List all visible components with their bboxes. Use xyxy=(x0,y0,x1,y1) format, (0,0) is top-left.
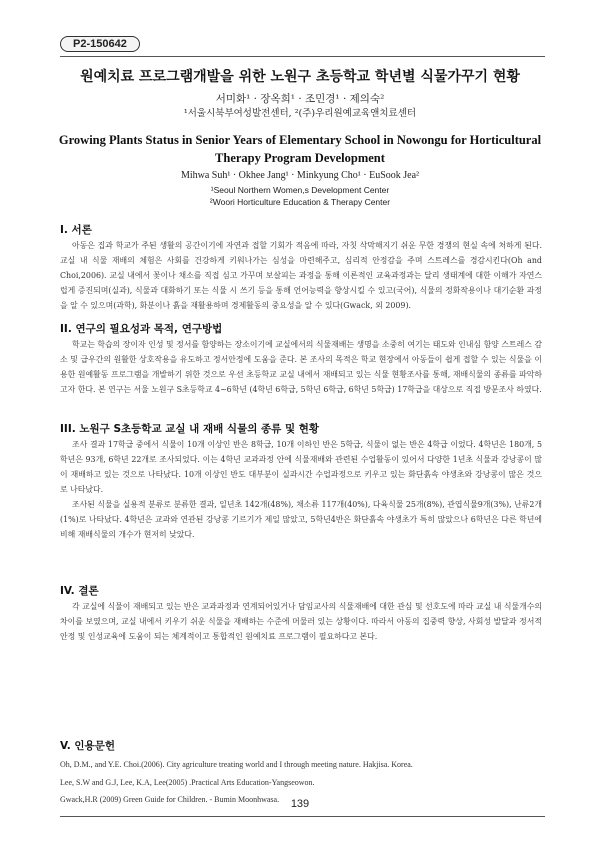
section-heading-introduction: I. 서론 xyxy=(60,224,92,236)
section-heading-results: III. 노원구 S초등학교 교실 내 재배 식물의 종류 및 현황 xyxy=(60,423,320,435)
section-body-purpose xyxy=(60,337,542,397)
top-rule xyxy=(60,56,545,57)
title-korean: 원예치료 프로그램개발을 위한 노원구 초등학교 학년별 식물가꾸기 현황 xyxy=(80,69,520,85)
affiliation-1: ¹Seoul Northern Women,s Development Center xyxy=(210,185,390,195)
paragraph: 각 교실에 식물이 재배되고 있는 반은 교과과정과 연계되어있거나 담임교사의 식물재배에 대한 관심 및 선호도에 따라 교실 내 식물개수의 차이를 보였으며, 교실 내에서 키우기 쉬운 식물을 재배하는 수준에 머물러 있는 상황이다. 따라서 아동의 집중력 향상, 사회성 발달과 정서적 안정 및 인성교육에 도움이 되는 체계적이고 통합적인 원예치료 프로그램이 필요하다고 본다. xyxy=(60,602,542,641)
poster-code-badge: P2-150642 xyxy=(60,36,140,52)
affiliations-english xyxy=(0,185,600,208)
paragraph: 조사 결과 17학급 중에서 식물이 10개 이상인 반은 8학급, 10개 이하인 반은 5학급, 식물이 없는 반은 4학급 이었다. 4학년은 180개, 5학년은 93개, 6학년 22개로 조사되었다. 이는 4학년 교과과정 안에 식물재배와 관련된 수업활동이 있어서 다양한 1년초 식물과 강낭콩이 많이 재배하고 있는 것으로 나타났다. 10개 이상인 반도 대부분이 실과시간 수업과정으로 키우고 있는 화단흙속 야생초와 강낭콩이 많은 것으로 나타났다. xyxy=(60,440,542,494)
section-heading-conclusion: IV. 결론 xyxy=(60,585,99,597)
reference-item: Gwack,H.R (2009) Green Guide for Children. - Bumin Moonhwasa. xyxy=(60,795,280,804)
section-body-introduction xyxy=(60,238,542,313)
section-heading-references: V. 인용문헌 xyxy=(60,740,115,752)
reference-item: Lee, S.W and G.J, Lee, K.A, Lee(2005) .Practical Arts Education-Yangseowon. xyxy=(60,777,315,787)
authors-korean: 서미화¹ · 장옥희¹ · 조민경¹ · 제의숙² xyxy=(215,93,385,105)
title-english: Growing Plants Status in Senior Years of Elementary School in Nowongu for Horticultural Therapy Program Development xyxy=(58,133,542,165)
page-number: 139 xyxy=(290,798,310,810)
authors-english: Mihwa Suh¹ · Okhee Jang¹ · Minkyung Cho¹ · EuSook Jea² xyxy=(180,170,420,181)
paragraph: 학교는 학습의 장이자 인성 및 정서를 함양하는 장소이기에 교실에서의 식물재배는 생명을 소중히 여기는 태도와 인내심 함양 스트레스 감소 및 급우간의 원활한 상호작용을 유도하고 정서안정에 도움을 준다. 본 조사의 목적은 학교 현장에서 아동들이 쉽게 접할 수 있는 식물을 이용한 원예활동 프로그램을 개발하기 위한 것으로 우선 초등학교 교실 내에서 재배되고 있는 식물 현황조사를 통해, 재배식물의 종류를 파악하고자 한다. 본 연구는 서울 노원구 S초등학교 4~6학년 (4학년 6학급, 5학년 6학급, 6학년 5학급) 17학급을 대상으로 직접 방문조사 하였다. xyxy=(60,340,542,394)
bottom-rule xyxy=(60,816,545,817)
affiliations-korean: ¹서울시북부여성발전센터, ²(주)우리원예교육앤치료센터 xyxy=(183,108,417,119)
affiliation-2: ²Woori Horticulture Education & Therapy Center xyxy=(209,196,391,207)
paragraph: 아동은 집과 학교가 주된 생활의 공간이기에 자연과 접할 기회가 적음에 따라, 자칫 삭막해지기 쉬운 무한 경쟁의 현실 속에 처하게 된다. 교실 내 식물 재배의 체험은 사회를 건강하게 키워나가는 심성을 마련해주고, 심리적 안정감을 주며 스트레스를 경감시킨다(Oh and Choi,2006). 교실 내에서 꽃이나 채소를 직접 심고 가꾸며 보살피는 과정을 통해 이론적인 교육과정과는 달리 생태계에 대한 이해가 자연스럽게 증진되며(실과), 식물과 대화하기 또는 식물 시 쓰기 등을 통해 언어능력을 향상시킬 수 있고(국어), 식물의 정화작용이나 대기순환 과정을 알 수 있으며(과학), 화분이나 흙을 재활용하며 경제활동의 중요성을 알 수 있다(Gwack, 외 2009). xyxy=(60,241,542,310)
section-heading-purpose: II. 연구의 필요성과 목적, 연구방법 xyxy=(60,323,223,335)
reference-item: Oh, D.M., and Y.E. Choi.(2006). City agriculture treating world and I through meeting nature. Hakjisa. Korea. xyxy=(60,760,413,769)
paragraph: 조사된 식물을 실용적 분류로 분류한 결과, 일년초 142개(48%), 채소류 117개(40%), 다육식물 25개(8%), 관엽식물9개(3%), 난류2개(1%)로 나타났다. 4학년은 교과와 연관된 강낭콩 기르기가 제일 많았고, 5학년4반은 화단흙속 야생초가 특히 많았으나 6학년은 다른 학년에 비해 재배식물의 개수가 현저히 낮았다. xyxy=(60,500,542,539)
section-body-conclusion xyxy=(60,599,542,644)
section-body-results xyxy=(60,437,542,542)
